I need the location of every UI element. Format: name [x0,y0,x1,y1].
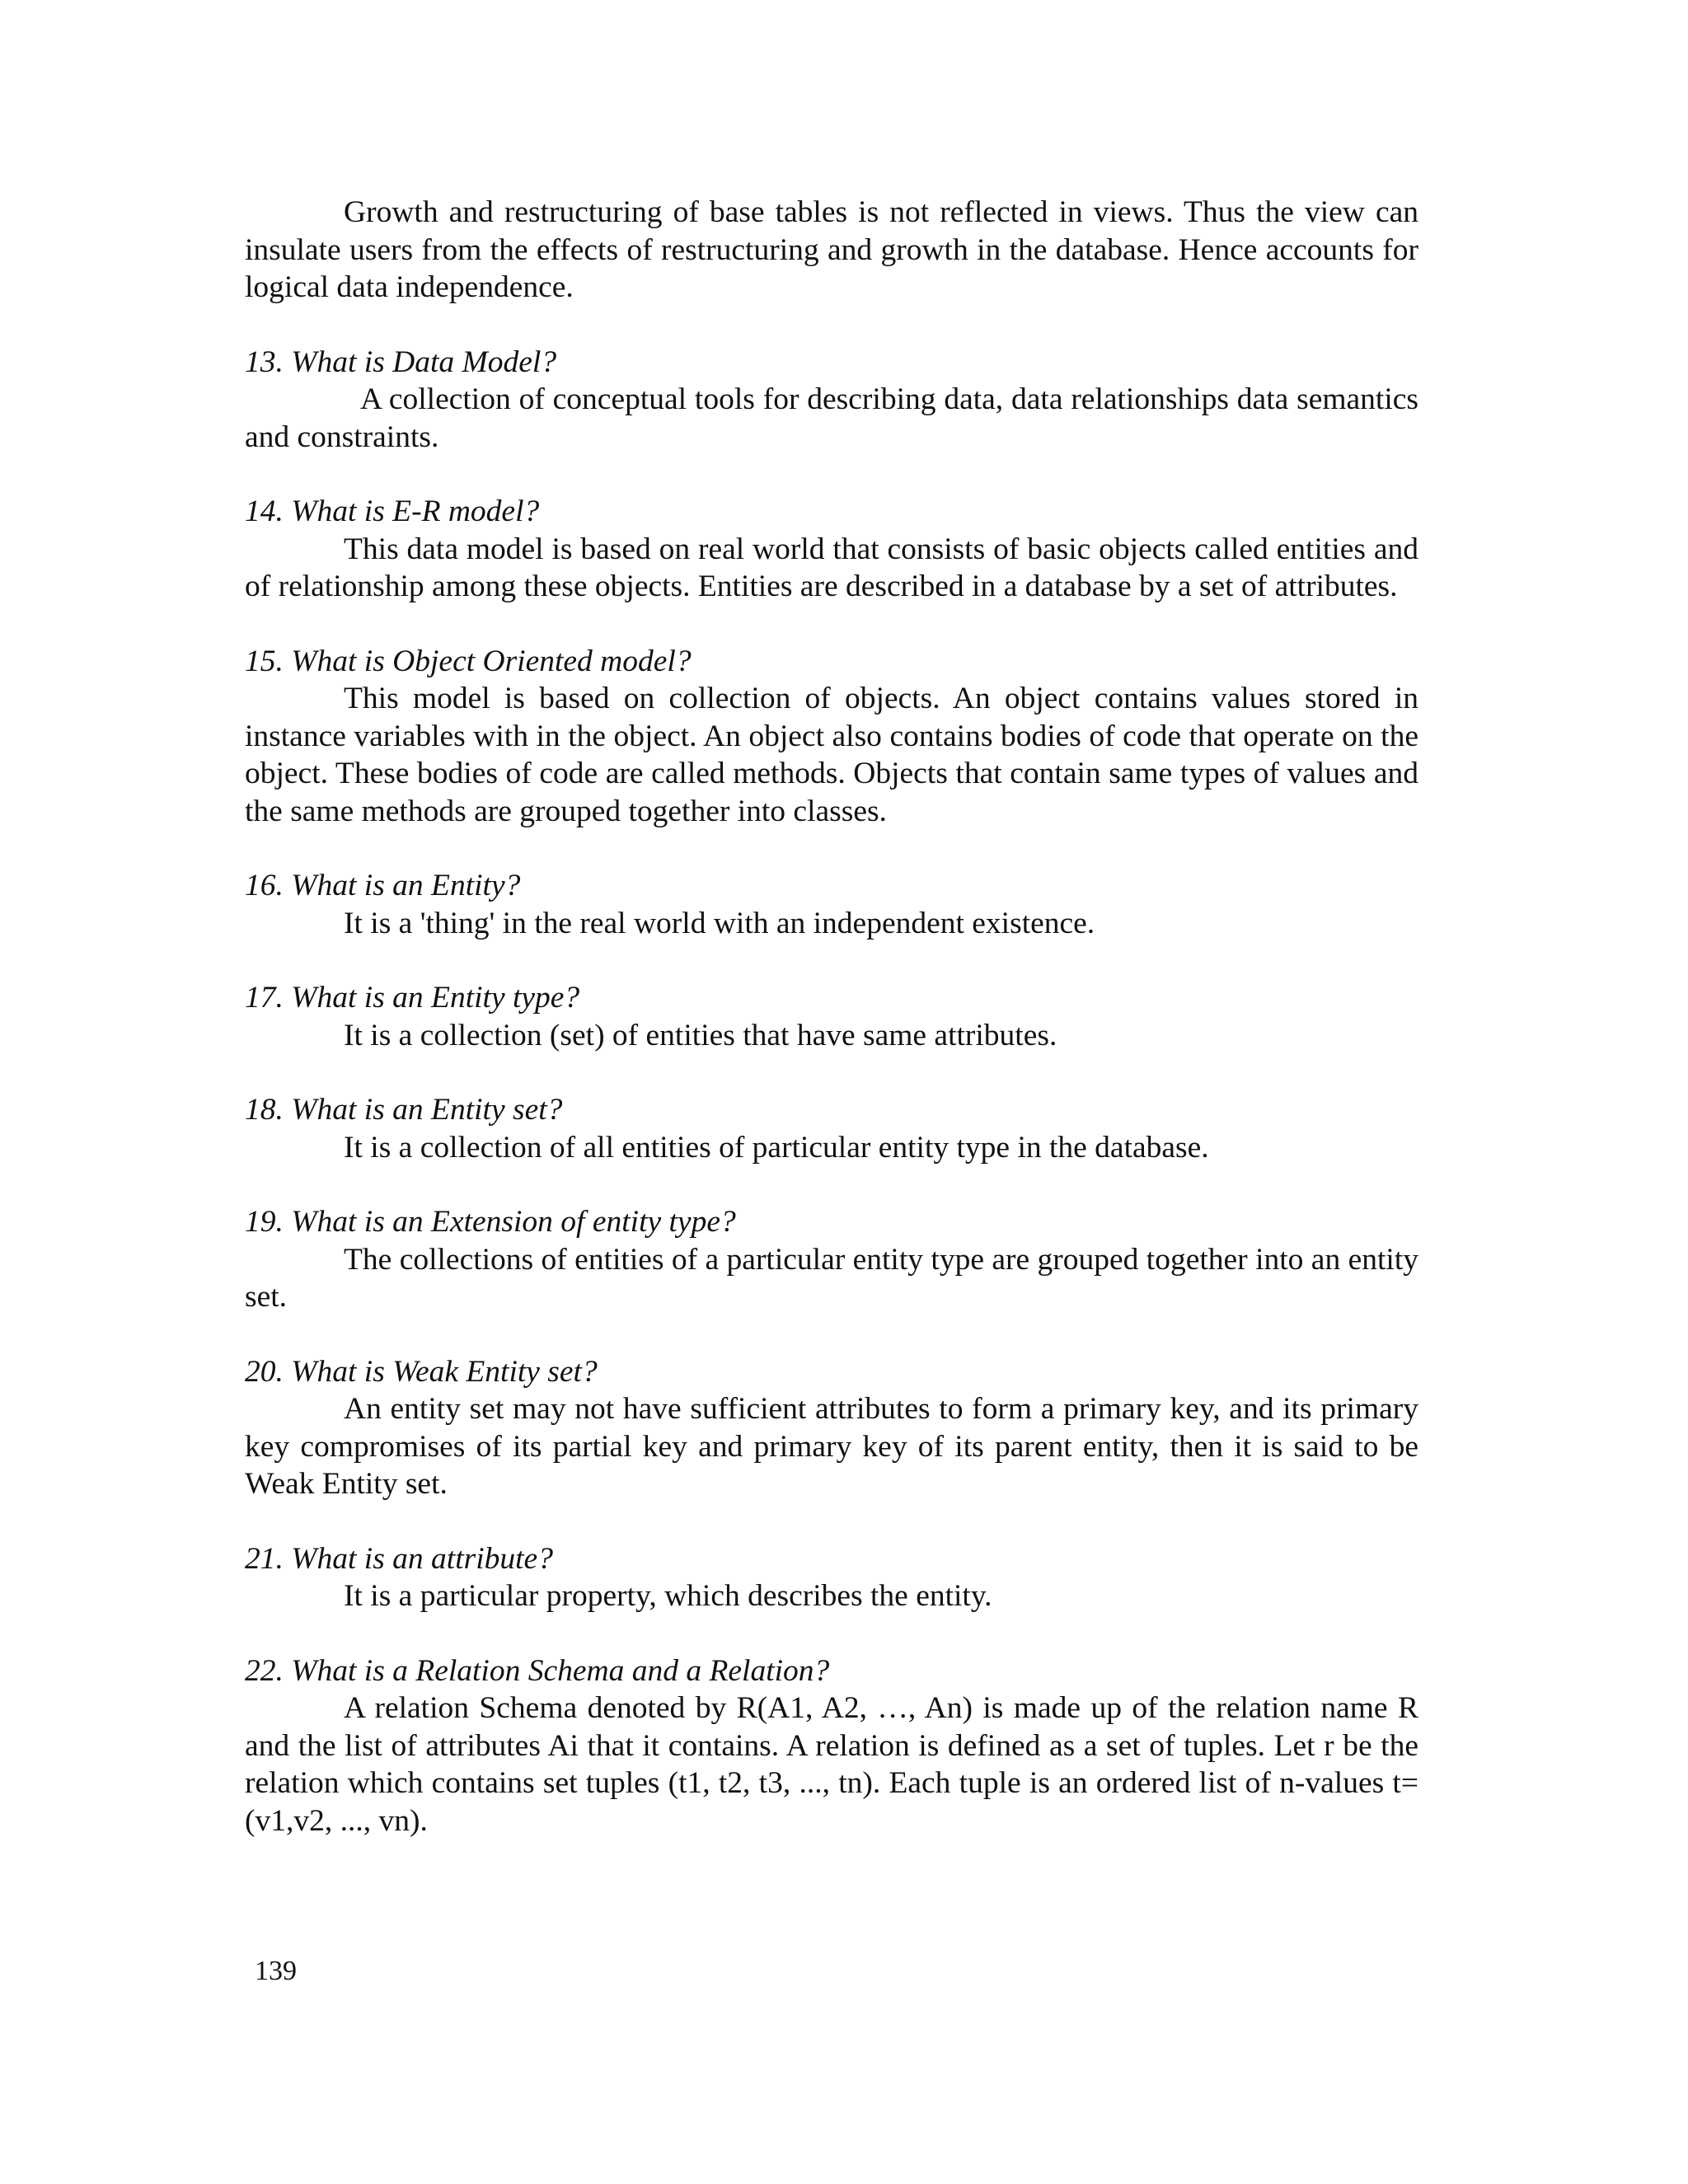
qa-item-14 [245,493,1418,606]
answer-text: It is a collection (set) of entities that have same attributes. [344,1018,1057,1052]
answer-text: An entity set may not have sufficient attributes to form a primary key, and its primary key compromises of its partial key and primary key of its parent entity, then it is said to be Weak Entity set. [245,1392,1418,1501]
answer-text: It is a particular property, which describes the entity. [344,1579,992,1613]
answer-text: This data model is based on real world that consists of basic objects called entities and of relationship among these objects. Entities are described in a database by a set of attributes. [245,532,1418,603]
qa-item-15 [245,643,1418,831]
question-heading: 20. What is Weak Entity set? [245,1354,598,1389]
answer-text: The collections of entities of a particular entity type are grouped together into an entity set. [245,1242,1418,1314]
page-number: 139 [255,1956,297,1986]
qa-item-22 [245,1652,1418,1840]
question-heading: 13. What is Data Model? [245,344,557,379]
answer-text: It is a collection of all entities of particular entity type in the database. [344,1130,1209,1165]
answer-text: This model is based on collection of objects. An object contains values stored in instance variables with in the object. An object also contains bodies of code that operate on the object. These bodies of code are called methods. Objects that contain same types of values and the same methods are grouped together into classes. [245,682,1418,828]
intro-paragraph: Growth and restructuring of base tables is not reflected in views. Thus the view can insulate users from the effects of restructuring and growth in the database. Hence accounts for logical data independence. [245,195,1418,304]
qa-item-21 [245,1540,1418,1615]
question-heading: 21. What is an attribute? [245,1541,553,1576]
qa-item-17 [245,979,1418,1054]
qa-item-20 [245,1353,1418,1503]
document-page [245,194,1418,1840]
answer-text: It is a 'thing' in the real world with an independent existence. [344,906,1095,940]
question-heading: 15. What is Object Oriented model? [245,644,692,678]
question-heading: 17. What is an Entity type? [245,981,580,1015]
qa-item-18 [245,1091,1418,1166]
question-heading: 14. What is E-R model? [245,494,540,528]
qa-item-16 [245,867,1418,942]
question-heading: 16. What is an Entity? [245,869,521,902]
qa-item-19 [245,1203,1418,1316]
answer-text: A relation Schema denoted by R(A1, A2, …, An) is made up of the relation name R and the list of attributes Ai that it contains. A relation is defined as a set of tuples. Let r be the relation which contains set tuples (t1, t2, t3, ..., tn). Each tuple is an ordered list of n-values t=(v1,v2, ..., vn). [245,1691,1418,1838]
question-heading: 18. What is an Entity set? [245,1093,563,1127]
question-heading: 19. What is an Extension of entity type? [245,1205,736,1239]
qa-item-13 [245,344,1418,457]
question-heading: 22. What is a Relation Schema and a Relation? [245,1653,830,1688]
answer-text: A collection of conceptual tools for describing data, data relationships data semantics and constraints. [245,382,1418,454]
